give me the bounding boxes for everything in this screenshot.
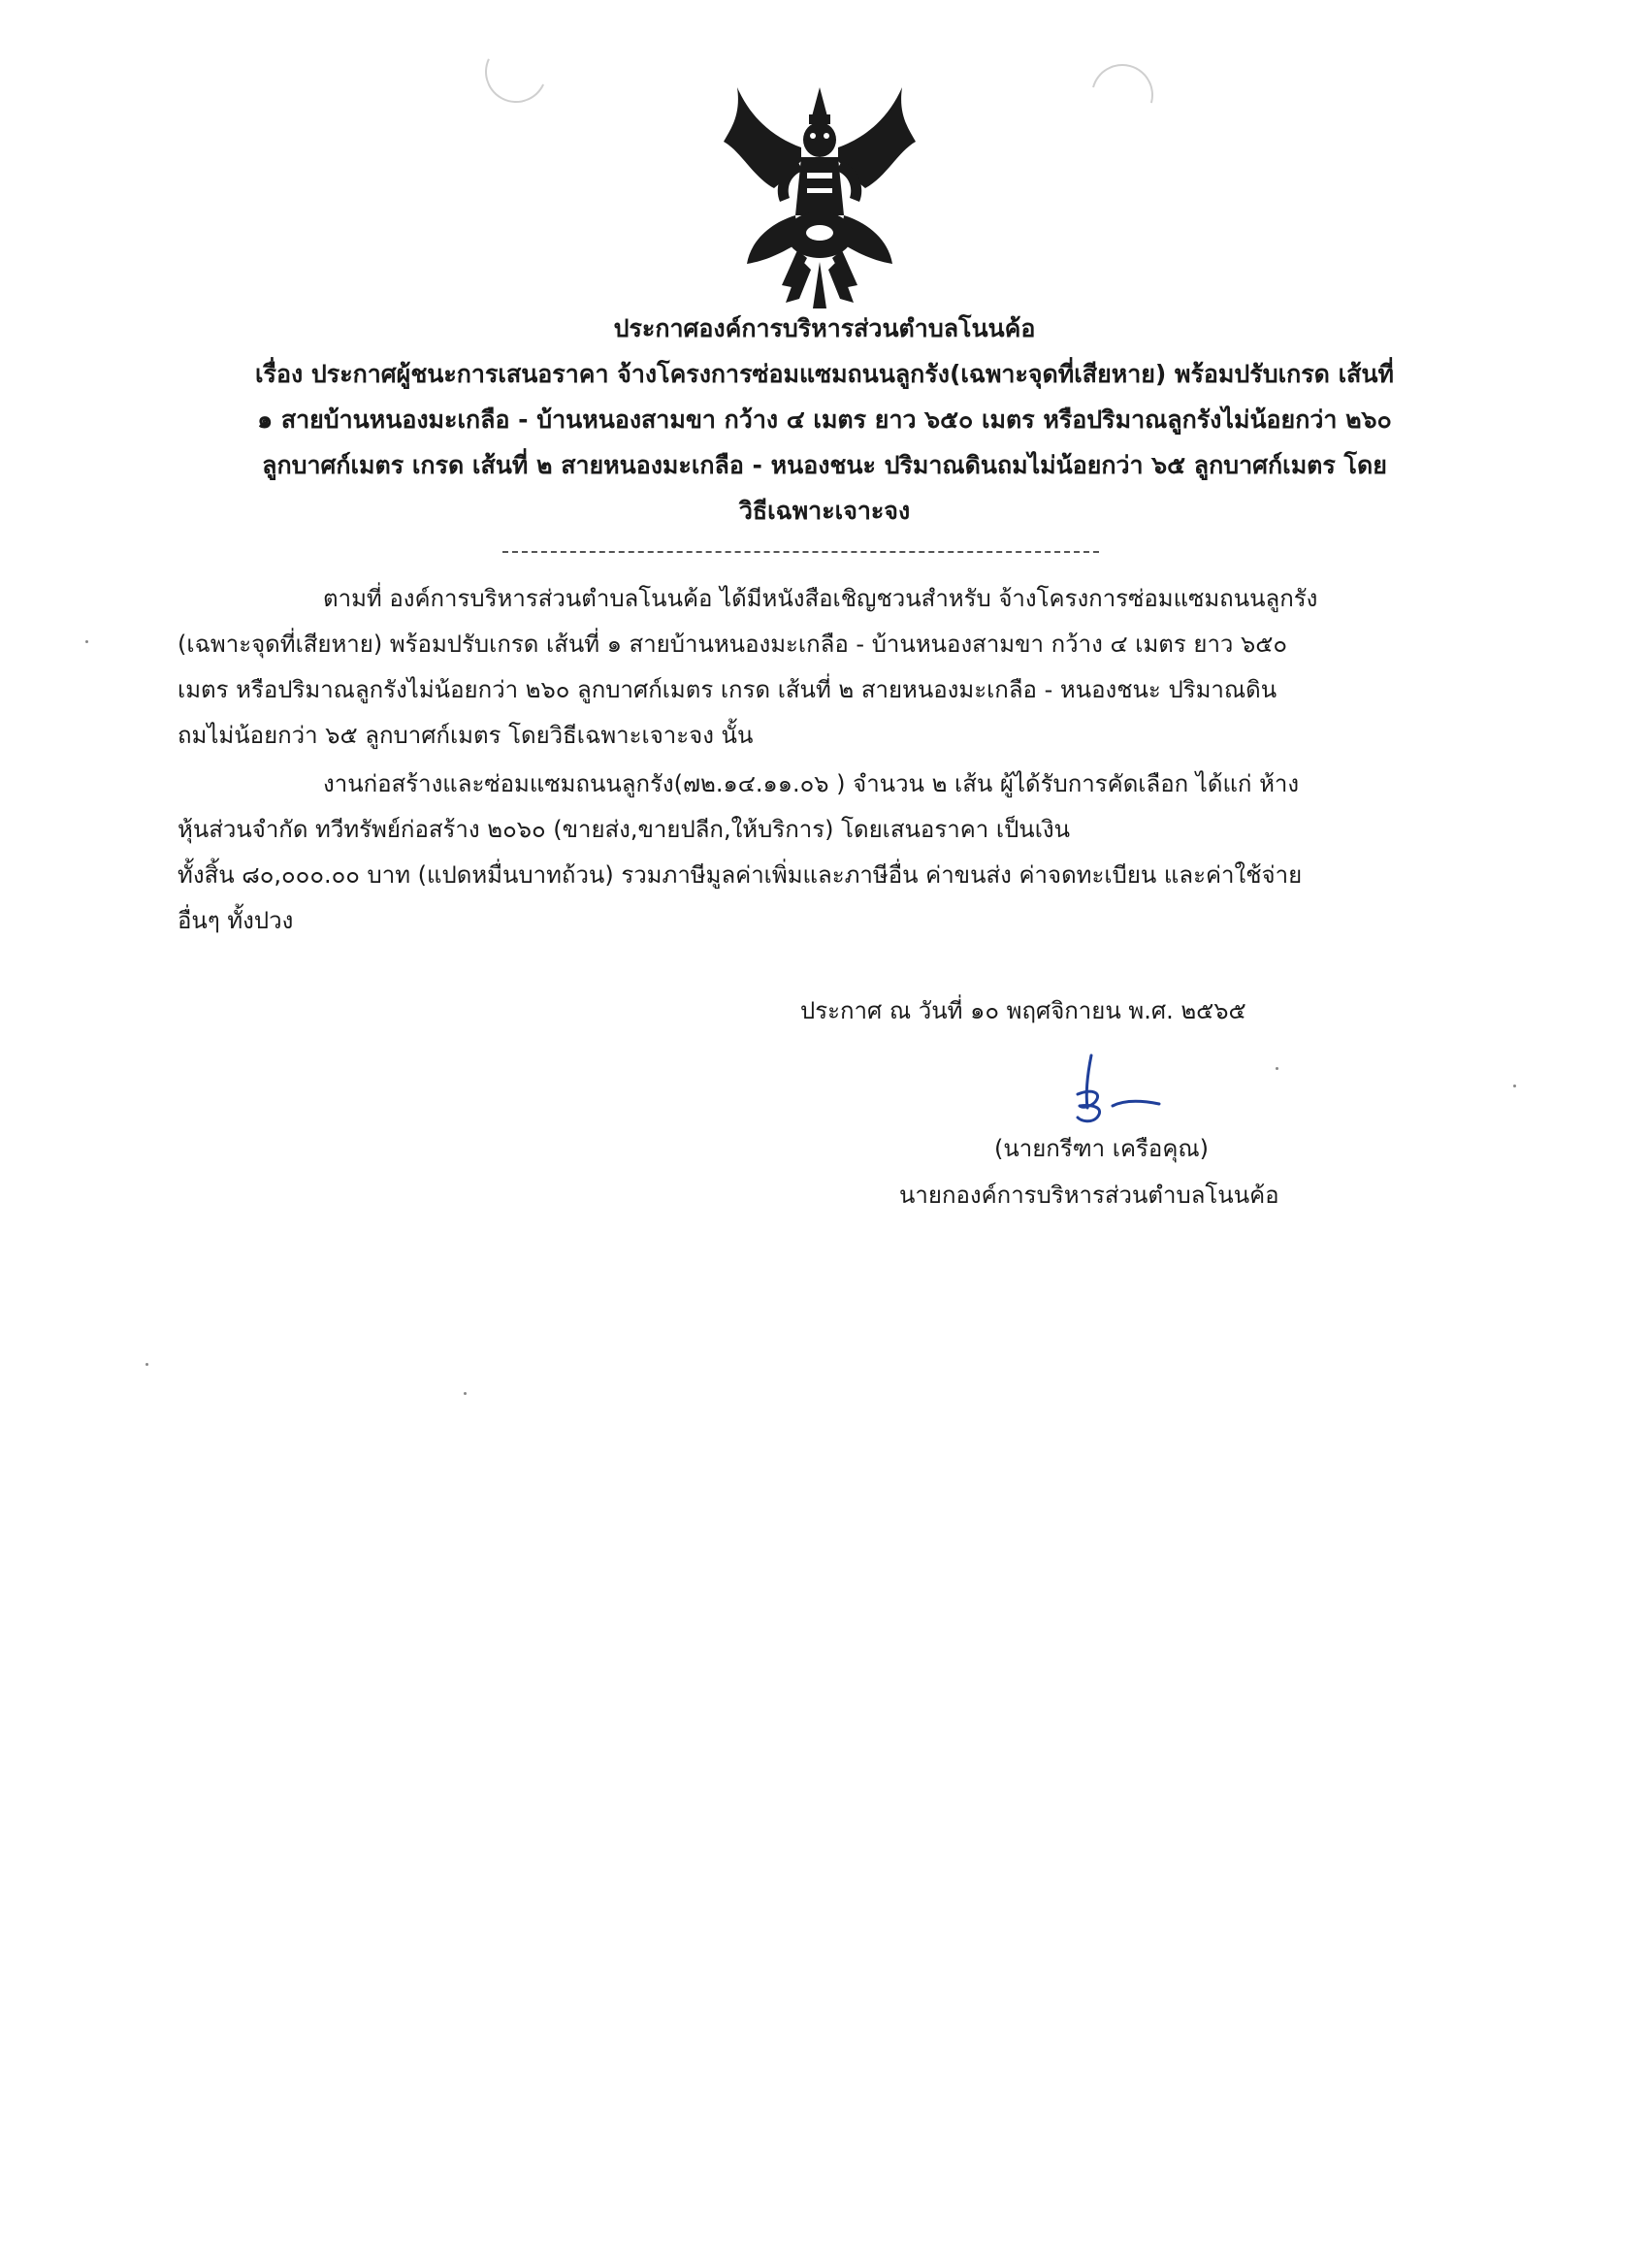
paragraph-line: ตามที่ องค์การบริหารส่วนตำบลโนนค้อ ได้มีหนังสือเชิญชวนสำหรับ จ้างโครงการซ่อมแซมถนนลูกรัง	[323, 585, 1318, 612]
scan-speck	[464, 1392, 467, 1395]
subject-line: ลูกบาศก์เมตร เกรด เส้นที่ ๒ สายหนองมะเกลือ - หนองชนะ ปริมาณดินถมไม่น้อยกว่า ๖๕ ลูกบาศก์เมตร โดย	[262, 451, 1387, 479]
body-paragraph-1	[178, 576, 1409, 759]
scan-speck	[1513, 1085, 1516, 1087]
paragraph-line: (เฉพาะจุดที่เสียหาย) พร้อมปรับเกรด เส้นที่ ๑ สายบ้านหนองมะเกลือ - บ้านหนองสามขา กว้าง ๔ เมตร ยาว ๖๕๐	[178, 631, 1288, 658]
body-paragraph-2	[178, 761, 1409, 944]
paragraph-line: ถมไม่น้อยกว่า ๖๕ ลูกบาศก์เมตร โดยวิธีเฉพาะเจาะจง นั้น	[178, 722, 754, 749]
garuda-emblem-icon	[718, 80, 922, 312]
paragraph-line: หุ้นส่วนจำกัด ทวีทรัพย์ก่อสร้าง ๒๐๖๐ (ขายส่ง,ขายปลีก,ให้บริการ) โดยเสนอราคา เป็นเงิน	[178, 816, 1071, 843]
punch-hole-right	[1080, 52, 1164, 137]
paragraph-line: งานก่อสร้างและซ่อมแซมถนนลูกรัง(๗๒.๑๔.๑๑.๐๖ ) จำนวน ๒ เส้น ผู้ได้รับการคัดเลือก ได้แก่ ห้าง	[323, 770, 1300, 797]
announcement-date: ประกาศ ณ วันที่ ๑๐ พฤศจิกายน พ.ศ. ๒๕๖๕	[800, 997, 1246, 1024]
announcement-title: ประกาศองค์การบริหารส่วนตำบลโนนค้อ	[613, 314, 1036, 342]
announcement-heading	[175, 306, 1474, 534]
scan-speck	[146, 1363, 148, 1366]
subject-line: วิธีเฉพาะเจาะจง	[738, 497, 911, 525]
signer-title: นายกองค์การบริหารส่วนตำบลโนนค้อ	[899, 1182, 1279, 1209]
signer-name: (นายกรีฑา เครือคุณ)	[994, 1135, 1210, 1162]
subject-line: ๑ สายบ้านหนองมะเกลือ - บ้านหนองสามขา กว้าง ๔ เมตร ยาว ๖๕๐ เมตร หรือปริมาณลูกรังไม่น้อยกว่า ๒๖๐	[257, 405, 1392, 434]
paragraph-line: อื่นๆ ทั้งปวง	[178, 907, 294, 934]
scan-speck	[1276, 1067, 1278, 1070]
paragraph-line: ทั้งสิ้น ๘๐,๐๐๐.๐๐ บาท (แปดหมื่นบาทถ้วน) รวมภาษีมูลค่าเพิ่มและภาษีอื่น ค่าขนส่ง ค่าจดทะเบียน และค่าใช้จ่าย	[178, 861, 1303, 889]
heading-divider	[502, 551, 1099, 553]
scan-speck	[85, 640, 88, 643]
punch-hole-left	[476, 32, 556, 112]
paragraph-line: เมตร หรือปริมาณลูกรังไม่น้อยกว่า ๒๖๐ ลูกบาศก์เมตร เกรด เส้นที่ ๒ สายหนองมะเกลือ - หนองชนะ ปริมาณดิน	[178, 676, 1277, 703]
handwritten-signature	[1052, 1048, 1188, 1135]
subject-line: เรื่อง ประกาศผู้ชนะการเสนอราคา จ้างโครงการซ่อมแซมถนนลูกรัง(เฉพาะจุดที่เสียหาย) พร้อมปรับเกรด เส้นที่	[255, 360, 1394, 388]
